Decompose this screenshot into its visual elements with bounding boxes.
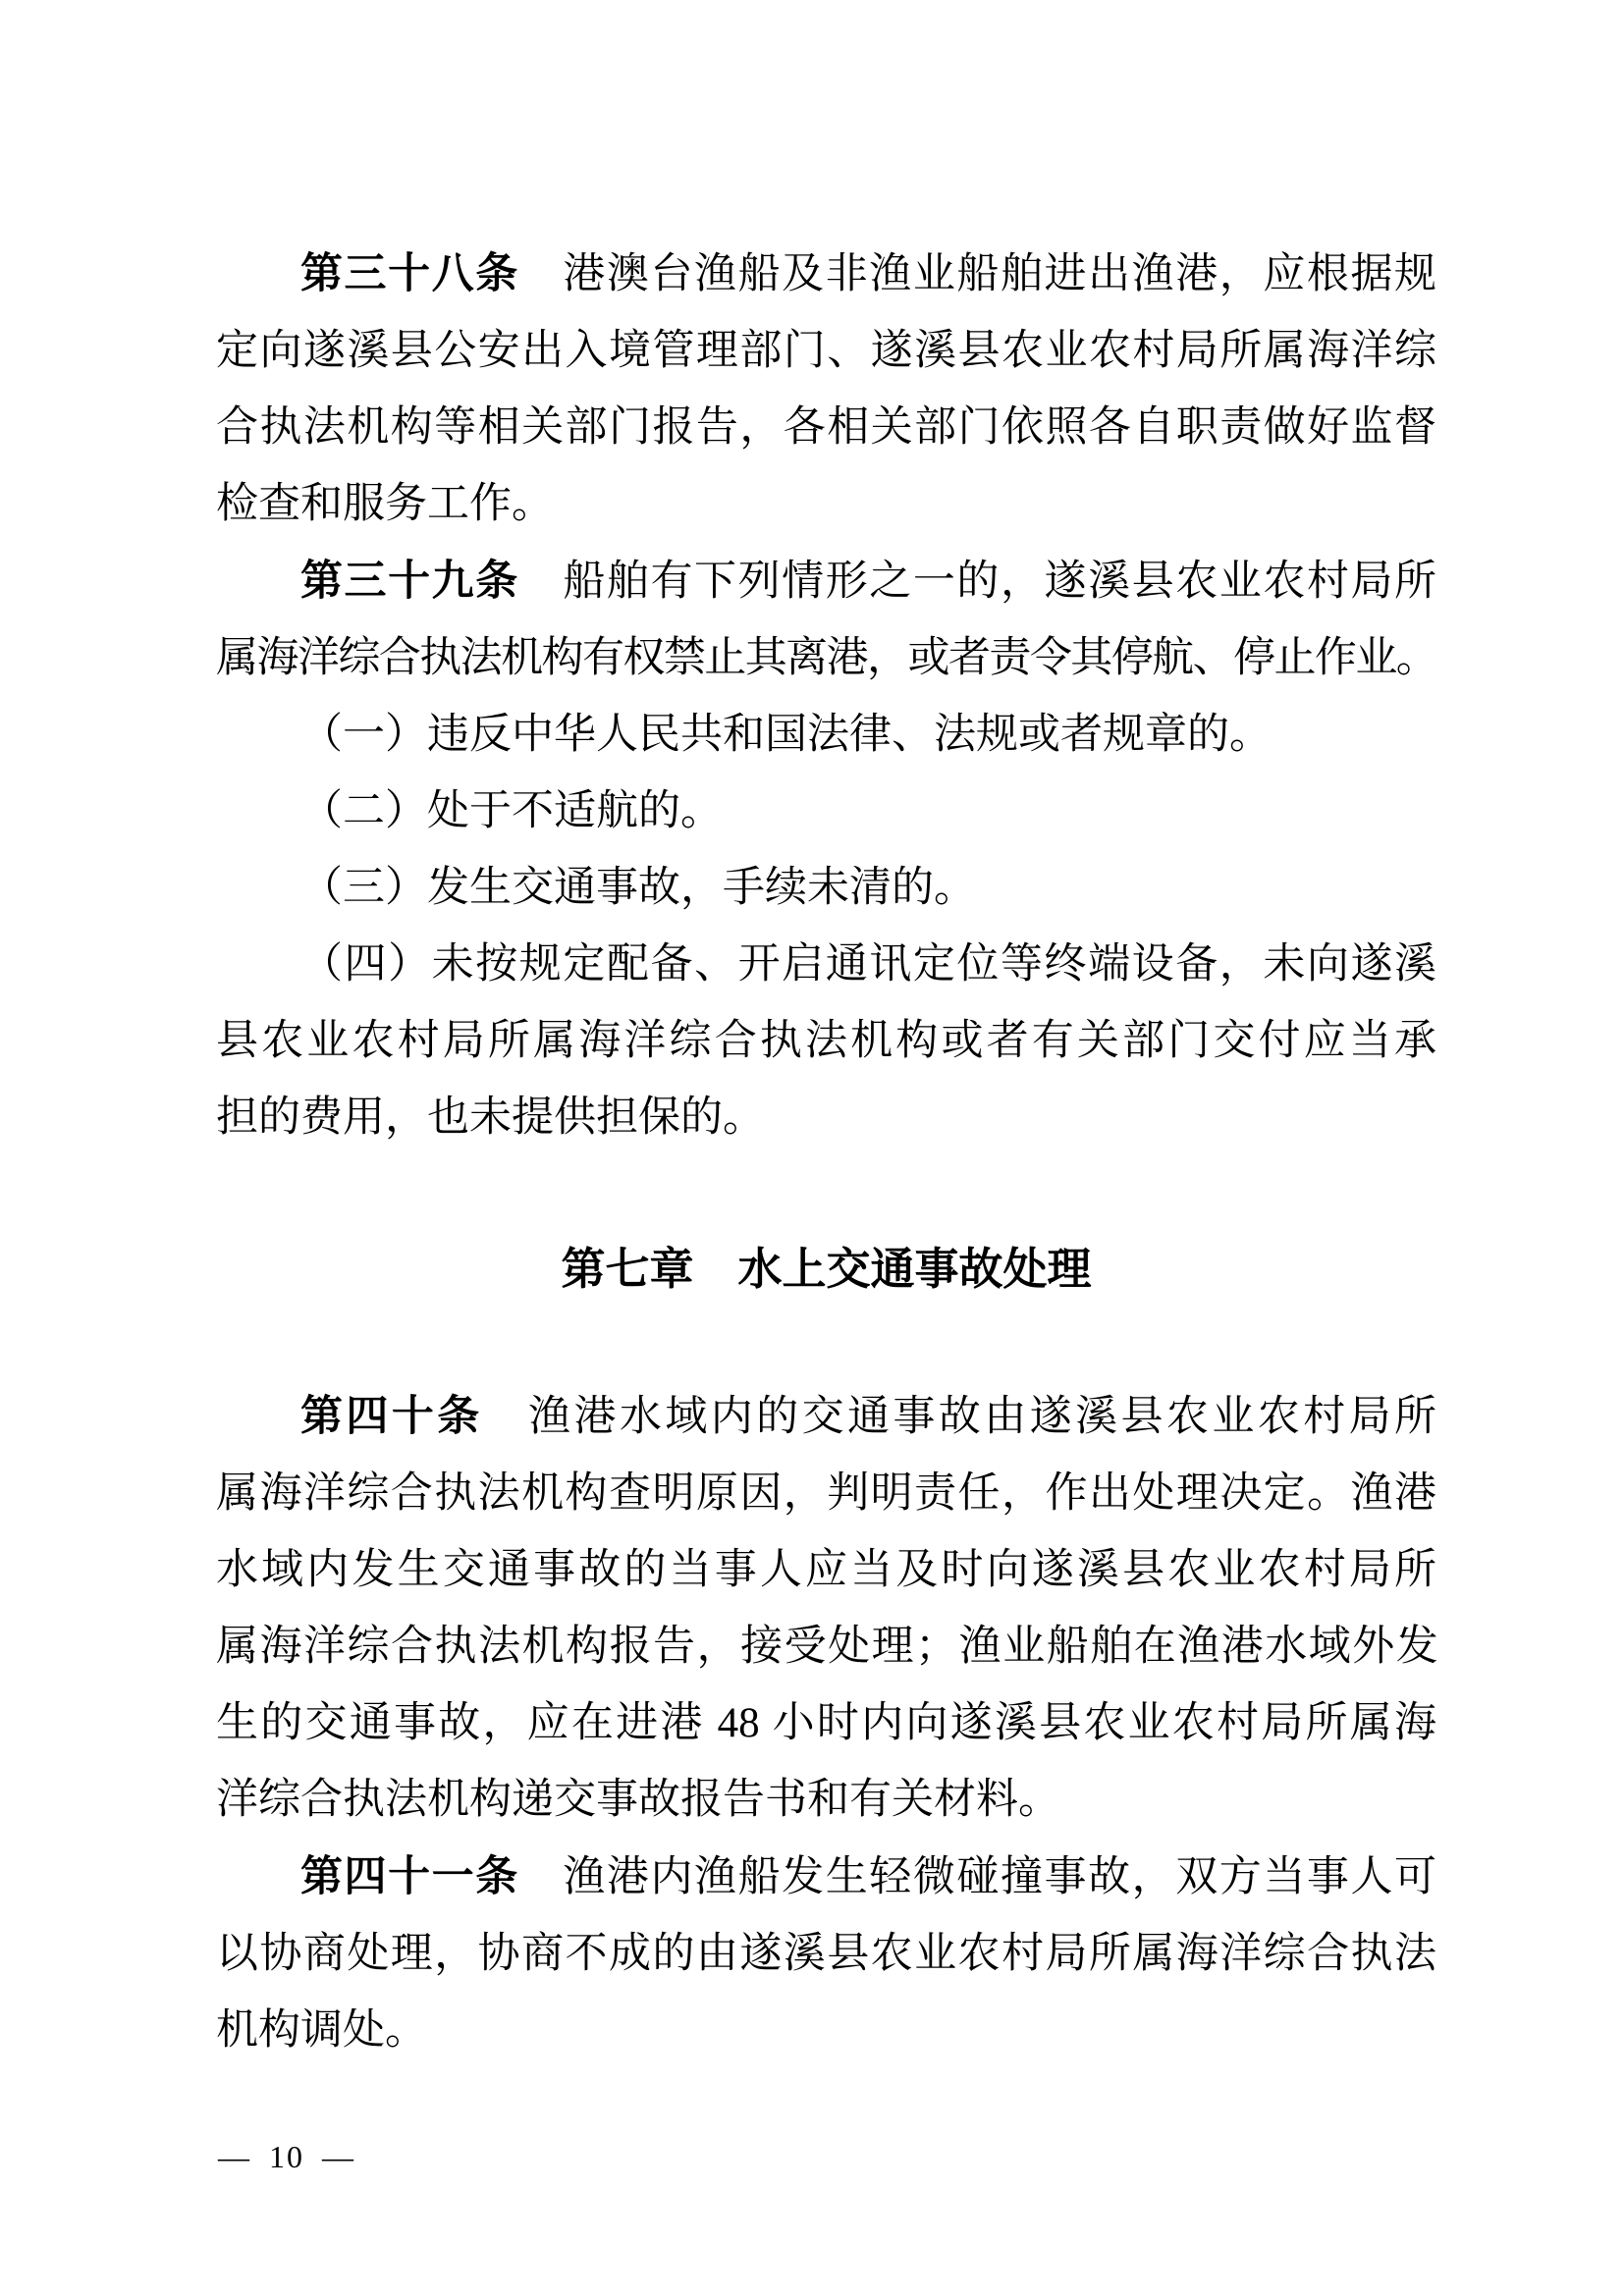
article-39-item-1: [216, 697, 1436, 774]
line-text: 县农业农村局所属海洋综合执法机构或者有关部门交付应当承: [216, 1018, 1436, 1064]
text-line: [216, 543, 1436, 620]
text-line: [216, 236, 1436, 313]
line-text: 合执法机构等相关部门报告，各相关部门依照各自职责做好监督: [216, 404, 1436, 451]
article-39-item-2: [216, 774, 1436, 850]
text-line: [216, 1456, 1436, 1532]
text-line: [216, 1993, 1436, 2069]
text-line: [216, 1916, 1436, 1993]
article-number-label: 第四十条: [300, 1393, 483, 1440]
line-text: 渔港水域内的交通事故由遂溪县农业农村局所: [482, 1394, 1437, 1440]
article-number-label: 第三十九条: [300, 558, 519, 605]
text-line: [216, 620, 1436, 697]
line-text: 洋综合执法机构递交事故报告书和有关材料。: [216, 1777, 1060, 1823]
line-text: 渔港内渔船发生轻微碰撞事故，双方当事人可: [518, 1854, 1437, 1900]
text-line: [216, 1080, 1436, 1156]
text-line: [216, 390, 1436, 466]
line-text: 担的费用，也未提供担保的。: [216, 1095, 765, 1141]
text-line: [216, 927, 1436, 1003]
chapter-7-heading: 第七章 水上交通事故处理: [561, 1244, 1092, 1294]
article-39: [216, 543, 1436, 697]
line-text: 以协商处理，协商不成的由遂溪县农业农村局所属海洋综合执法: [216, 1931, 1436, 1977]
article-39-item-3: [216, 850, 1436, 927]
line-text: 船舶有下列情形之一的，遂溪县农业农村局所: [518, 559, 1437, 605]
text-line: [216, 1378, 1436, 1456]
text-line: [216, 466, 1436, 543]
text-line: [216, 1762, 1436, 1839]
text-line: [216, 1003, 1436, 1080]
line-text: （二）处于不适航的。: [300, 788, 723, 834]
text-line: [216, 774, 1436, 850]
line-text: （三）发生交通事故，手续未清的。: [300, 865, 976, 911]
line-text: 属海洋综合执法机构报告，接受处理；渔业船舶在渔港水域外发: [216, 1624, 1436, 1670]
line-text: 生的交通事故，应在进港 48 小时内向遂溪县农业农村局所属海: [216, 1700, 1436, 1746]
article-41: [216, 1839, 1436, 2069]
line-text: 港澳台渔船及非渔业船舶进出渔港，应根据规: [518, 251, 1437, 297]
page-number: — 10 —: [218, 2139, 355, 2174]
document-body: [216, 236, 1436, 2069]
text-line: [216, 313, 1436, 390]
text-line: [216, 1685, 1436, 1762]
article-38: [216, 236, 1436, 543]
article-number-label: 第三十八条: [300, 250, 519, 297]
line-text: （四）未按规定配备、开启通讯定位等终端设备，未向遂溪: [300, 941, 1436, 988]
text-line: [216, 697, 1436, 774]
line-text: 属海洋综合执法机构查明原因，判明责任，作出处理决定。渔港: [216, 1470, 1436, 1517]
text-line: [216, 850, 1436, 927]
line-text: 定向遂溪县公安出入境管理部门、遂溪县农业农村局所属海洋综: [216, 328, 1436, 374]
text-line: [216, 1532, 1436, 1609]
article-39-item-4: [216, 927, 1436, 1156]
article-40: [216, 1378, 1436, 1839]
line-text: 检查和服务工作。: [216, 481, 554, 527]
text-line: [216, 1839, 1436, 1916]
text-line: [216, 1609, 1436, 1685]
article-number-label: 第四十一条: [300, 1853, 519, 1900]
line-text: （一）违反中华人民共和国法律、法规或者规章的。: [300, 712, 1272, 758]
line-text: 机构调处。: [216, 2007, 427, 2054]
line-text: 属海洋综合执法机构有权禁止其离港，或者责令其停航、停止作业。: [216, 635, 1436, 681]
line-text: 水域内发生交通事故的当事人应当及时向遂溪县农业农村局所: [216, 1547, 1436, 1593]
